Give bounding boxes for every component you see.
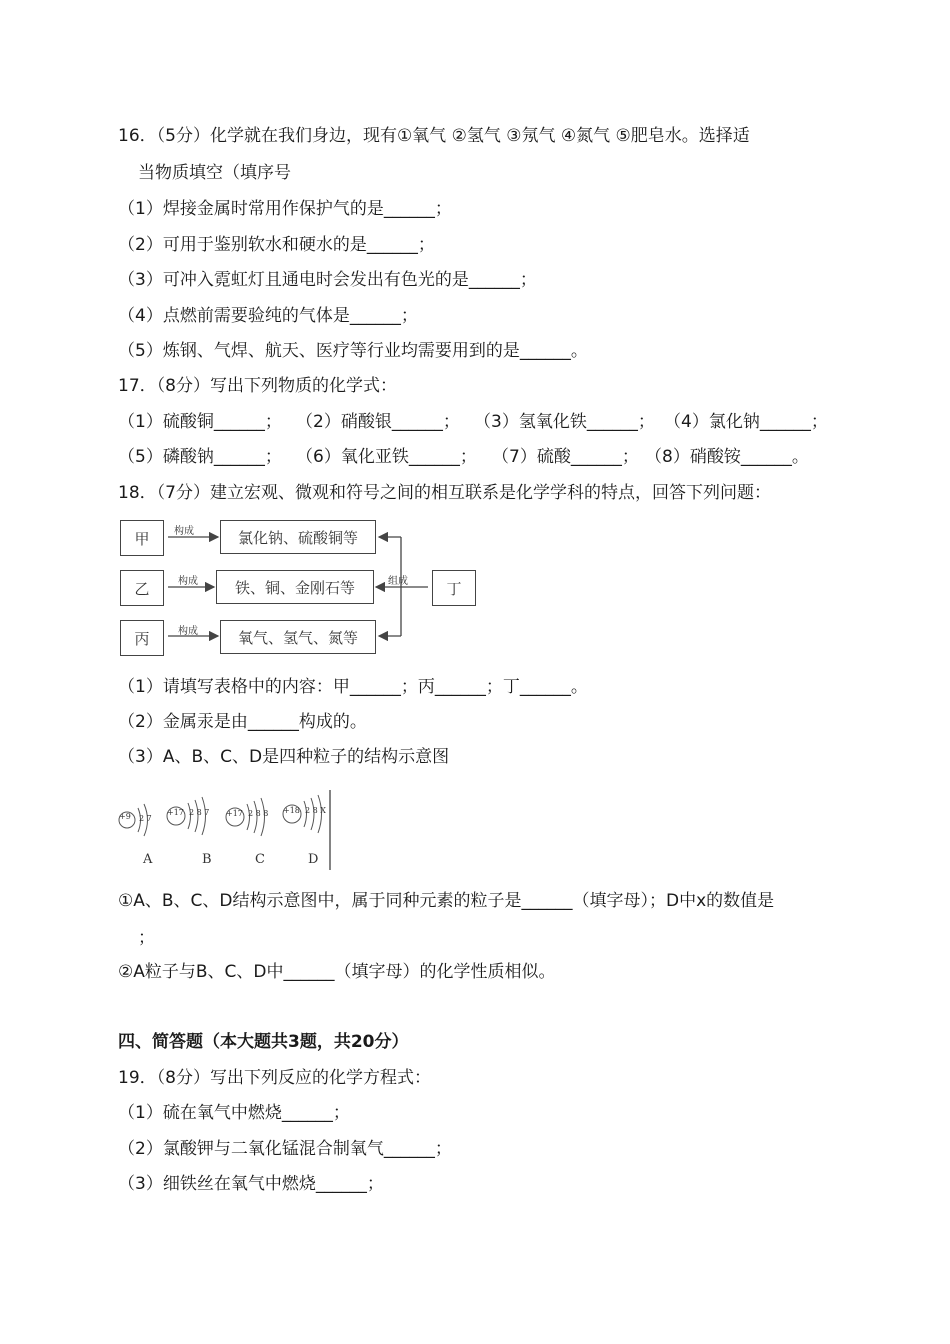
particle-c-nucleus: +17 [226, 809, 243, 818]
q17-row2 [118, 445, 809, 469]
q18-sub2: ②A粒子与B、C、D中______（填字母）的化学性质相似。 [118, 962, 556, 982]
concept-diagram [116, 512, 478, 662]
particle-b-electrons: 2 8 7 [189, 808, 210, 817]
box-yi: 乙 [120, 570, 164, 606]
particle-b-nucleus: +17 [167, 808, 184, 817]
particle-a-nucleus: +9 [119, 812, 131, 821]
q18-stem: 18．（7分）建立宏观、微观和符号之间的相互联系是化学学科的特点，回答下列问题： [118, 483, 771, 503]
box-jia: 甲 [120, 520, 164, 556]
q17-stem: 17．（8分）写出下列物质的化学式： [118, 376, 397, 396]
q16-stem-line1: 16．（5分）化学就在我们身边，现有①氧气 ②氢气 ③氖气 ④氮气 ⑤肥皂水。选择适 [118, 126, 750, 146]
q18-sub1-line2: ； [138, 928, 155, 948]
q17-item-2: （2）硝酸银______； [296, 412, 460, 432]
q17-item-4: （4）氯化钠______； [664, 412, 828, 432]
q16-stem-line2: 当物质填空（填序号 [138, 163, 291, 183]
box-bing: 丙 [120, 620, 164, 656]
q16-item-2: （2）可用于鉴别软水和硬水的是______； [118, 235, 435, 255]
q16-item-5: （5）炼钢、气焊、航天、医疗等行业均需要用到的是______。 [118, 341, 588, 361]
label-construct-2: 构成 [178, 576, 198, 587]
q17-item-1: （1）硫酸铜______； [118, 412, 282, 432]
box-ding: 丁 [432, 570, 476, 606]
q17-item-7: （7）硫酸______； [492, 447, 639, 467]
box-metals: 铁、铜、金刚石等 [216, 570, 374, 604]
q17-item-5: （5）磷酸钠______； [118, 447, 282, 467]
q19-item-2: （2）氯酸钾与二氧化锰混合制氧气______； [118, 1139, 452, 1159]
q19-stem: 19．（8分）写出下列反应的化学方程式： [118, 1068, 431, 1088]
particle-d-electrons: 2 8 X [305, 806, 326, 815]
q17-item-6: （6）氧化亚铁______； [296, 447, 477, 467]
particle-d-label: D [308, 852, 319, 867]
box-gases: 氧气、氢气、氮等 [220, 620, 376, 654]
q18-item-3: （3）A、B、C、D是四种粒子的结构示意图 [118, 747, 450, 767]
q17-item-8: （8）硝酸铵______。 [645, 447, 809, 467]
particle-structure-diagram [112, 790, 337, 870]
q16-item-4: （4）点燃前需要验纯的气体是______； [118, 306, 418, 326]
q18-item-2: （2）金属汞是由______构成的。 [118, 712, 367, 732]
label-compose: 组成 [388, 576, 408, 587]
q18-item-1: （1）请填写表格中的内容：甲______；丙______；丁______。 [118, 677, 588, 697]
particle-a-label: A [143, 852, 153, 867]
q16-item-1: （1）焊接金属时常用作保护气的是______； [118, 199, 452, 219]
q18-sub1-line1: ①A、B、C、D结构示意图中，属于同种元素的粒子是______（填字母）；D中x的数值是 [118, 891, 775, 911]
particle-a-electrons: 2 7 [139, 814, 152, 823]
particle-b-label: B [202, 852, 212, 867]
q19-item-1: （1）硫在氧气中燃烧______； [118, 1103, 350, 1123]
section4-title: 四、简答题（本大题共3题，共20分） [118, 1032, 409, 1052]
label-construct-3: 构成 [178, 626, 198, 637]
particle-c-electrons: 2 8 8 [248, 809, 269, 818]
q16-item-3: （3）可冲入霓虹灯且通电时会发出有色光的是______； [118, 270, 537, 290]
box-compounds: 氯化钠、硫酸铜等 [220, 520, 376, 554]
q19-item-3: （3）细铁丝在氧气中燃烧______； [118, 1174, 384, 1194]
q17-item-3: （3）氢氧化铁______； [474, 412, 655, 432]
particle-c-label: C [255, 852, 265, 867]
q17-row1 [118, 410, 828, 434]
particle-d-nucleus: +18 [283, 806, 300, 815]
label-construct-1: 构成 [174, 526, 194, 537]
